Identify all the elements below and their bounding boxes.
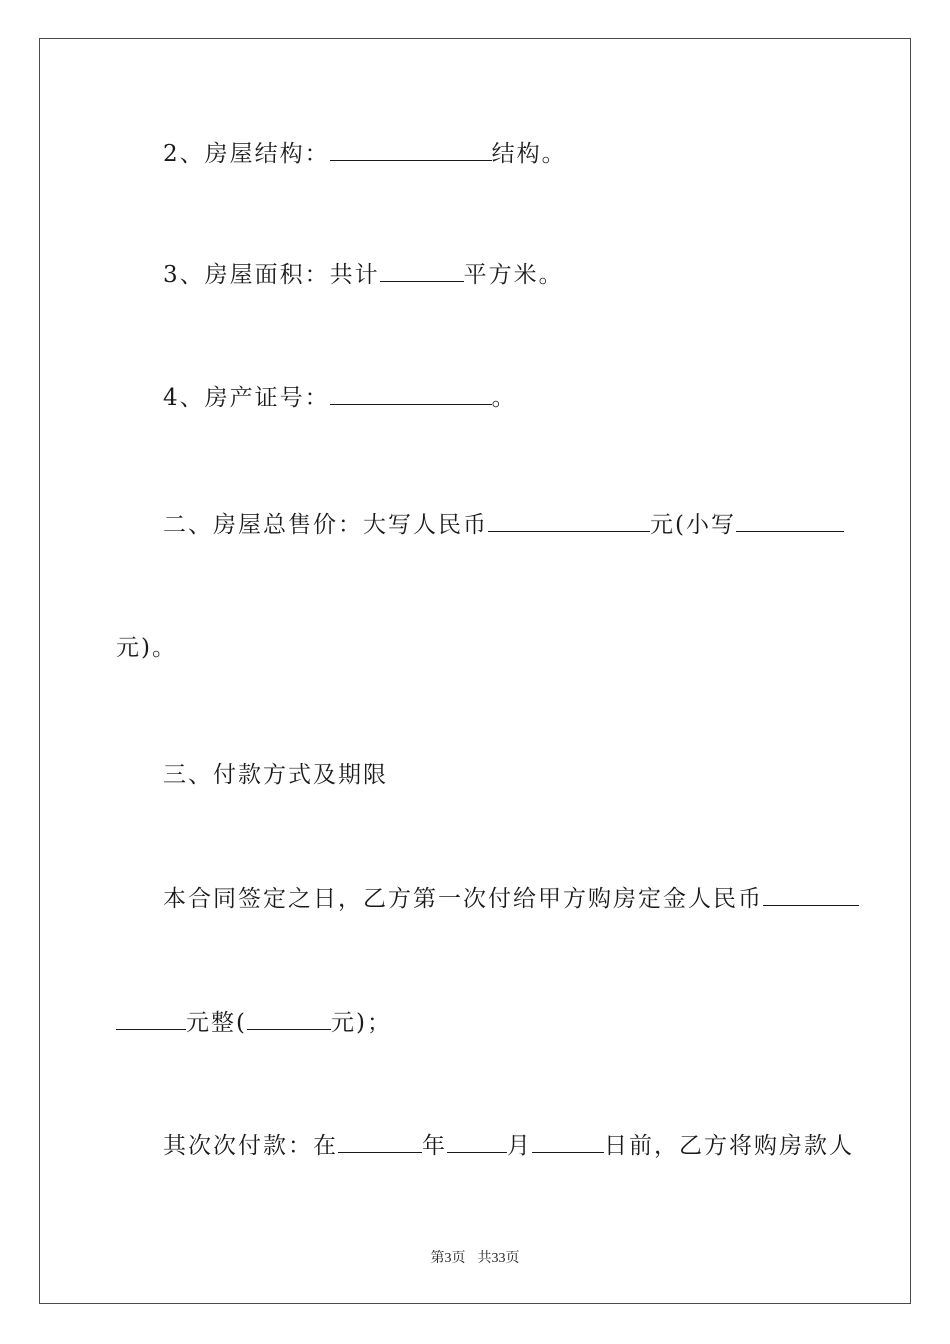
- price-lowercase-blank: [736, 509, 844, 532]
- structure-label: 2、房屋结构：: [163, 141, 330, 167]
- page-frame: [39, 38, 911, 1304]
- deposit-amount-blank: [247, 1007, 331, 1030]
- area-line: [163, 259, 564, 290]
- deposit-blank: [763, 883, 859, 906]
- price-uppercase-blank: [488, 509, 650, 532]
- second-payment-label: 其次次付款：在: [163, 1133, 338, 1159]
- structure-line: [163, 138, 567, 169]
- deposit-suffix: 元)；: [330, 1010, 392, 1036]
- page-total: 共33页: [477, 1251, 520, 1266]
- deposit-line: [163, 883, 859, 914]
- month-blank: [447, 1130, 507, 1153]
- certificate-line: [163, 382, 517, 413]
- day-blank: [532, 1130, 604, 1153]
- area-blank: [380, 259, 464, 282]
- deposit-text: 本合同签定之日，乙方第一次付给甲方购房定金人民币: [163, 886, 763, 912]
- month-label: 月: [507, 1133, 532, 1159]
- structure-suffix: 结构。: [491, 141, 567, 167]
- area-suffix: 平方米。: [463, 262, 564, 288]
- total-price-label: 二、房屋总售价：大写人民币: [163, 512, 488, 538]
- payment-heading-text: 三、付款方式及期限: [163, 762, 388, 788]
- year-label: 年: [422, 1133, 447, 1159]
- certificate-blank: [330, 382, 492, 405]
- deposit-continuation-line: [116, 1007, 392, 1038]
- year-blank: [338, 1130, 422, 1153]
- certificate-label: 4、房产证号：: [163, 385, 330, 411]
- deposit-whole-label: 元整(: [186, 1010, 247, 1036]
- section-heading-payment: [163, 760, 388, 790]
- deposit-continuation-blank: [116, 1007, 186, 1030]
- price-continuation-line: [116, 633, 177, 663]
- page-number: 第3页: [430, 1251, 466, 1266]
- second-payment-suffix: 日前，乙方将购房款人: [604, 1133, 854, 1159]
- second-payment-line: [163, 1130, 854, 1161]
- price-lowercase-label: 元(小写: [650, 512, 736, 538]
- area-label: 3、房屋面积：共计: [163, 262, 380, 288]
- price-continuation-text: 元)。: [116, 635, 177, 661]
- total-price-line: [163, 509, 844, 540]
- structure-blank: [330, 138, 492, 161]
- certificate-suffix: 。: [491, 385, 517, 411]
- page-footer: [0, 1247, 950, 1267]
